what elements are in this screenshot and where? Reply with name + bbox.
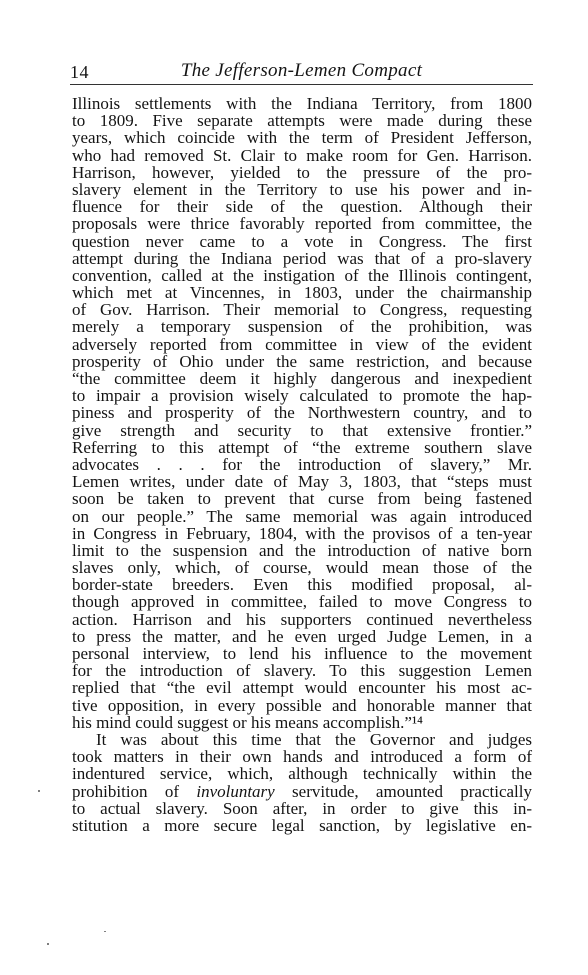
text-line: to press the matter, and he even urged Judge Lemen, in a bbox=[72, 626, 532, 646]
text-line: of Gov. Harrison. Their memorial to Congress, requesting bbox=[72, 300, 532, 320]
text-line: border-state breeders. Even this modified proposal, al- bbox=[72, 575, 532, 595]
print-speck bbox=[104, 931, 106, 932]
text-line: adversely reported from committee in view of the evident bbox=[72, 334, 532, 354]
text-line: “the committee deem it highly dangerous and inexpedient bbox=[72, 369, 532, 388]
text-line: his mind could suggest or his means accomplish.”¹⁴ bbox=[72, 712, 423, 732]
text-line: though approved in committee, failed to move Congress to bbox=[72, 592, 532, 612]
text-line: stitution a more secure legal sanction, by legislative en- bbox=[72, 815, 532, 835]
text-line: soon be taken to prevent that curse from being fastened bbox=[72, 489, 532, 509]
text-fragment: servitude, amounted practically bbox=[292, 781, 533, 801]
text-line: who had removed St. Clair to make room for Gen. Harrison. bbox=[72, 145, 532, 165]
text-line: convention, called at the instigation of the Illinois contingent, bbox=[72, 265, 532, 285]
text-line: piness and prosperity of the Northwestern country, and to bbox=[72, 403, 532, 423]
text-line: prosperity of Ohio under the same restriction, and because bbox=[72, 351, 532, 371]
text-line-mixed bbox=[72, 783, 532, 800]
text-line: question never came to a vote in Congress. The first bbox=[72, 231, 532, 251]
text-line: Harrison, however, yielded to the pressure of the pro- bbox=[72, 162, 532, 182]
text-line: Illinois settlements with the Indiana Territory, from 1800 bbox=[72, 94, 532, 113]
running-title: The Jefferson-Lemen Compact bbox=[180, 60, 423, 81]
text-fragment: prohibition of bbox=[72, 781, 180, 801]
print-speck bbox=[38, 790, 40, 792]
header-rule bbox=[70, 84, 533, 85]
text-line: Referring to this attempt of “the extreme southern slave bbox=[72, 437, 532, 457]
text-line: fluence for their side of the question. Although their bbox=[72, 197, 532, 217]
text-line: slavery element in the Territory to use his power and in- bbox=[72, 179, 532, 199]
print-speck bbox=[47, 943, 49, 945]
text-line: merely a temporary suspension of the prohibition, was bbox=[72, 317, 532, 337]
text-line: Lemen writes, under date of May 3, 1803, that “steps must bbox=[72, 472, 532, 492]
text-line: to impair a provision wisely calculated to promote the hap- bbox=[72, 386, 532, 406]
text-line: give strength and security to that extensive frontier.” bbox=[72, 420, 532, 440]
text-line: to actual slavery. Soon after, in order to give this in- bbox=[72, 798, 532, 818]
running-head bbox=[70, 60, 533, 84]
page-number: 14 bbox=[70, 62, 89, 82]
text-line: slaves only, which, of course, would mean those of the bbox=[72, 558, 532, 578]
text-line: for the introduction of slavery. To this suggestion Lemen bbox=[72, 661, 532, 681]
text-line: limit to the suspension and the introduction of native born bbox=[72, 540, 532, 560]
body-text bbox=[72, 95, 532, 834]
text-line: years, which coincide with the term of President Jefferson, bbox=[72, 128, 532, 148]
text-line: in Congress in February, 1804, with the provisos of a ten-year bbox=[72, 523, 532, 543]
text-line: tive opposition, in every possible and honorable manner that bbox=[72, 695, 532, 715]
text-line: took matters in their own hands and introduced a form of bbox=[72, 747, 532, 767]
text-line: It was about this time that the Governor and judges bbox=[96, 729, 532, 749]
text-line: advocates . . . for the introduction of slavery,” Mr. bbox=[72, 454, 532, 474]
italic-word: involuntary bbox=[196, 781, 275, 801]
text-line: which met at Vincennes, in 1803, under the chairmanship bbox=[72, 283, 532, 303]
text-line: on our people.” The same memorial was again introduced bbox=[72, 506, 532, 526]
text-line: to 1809. Five separate attempts were made during these bbox=[72, 111, 532, 131]
text-line: proposals were thrice favorably reported from committee, the bbox=[72, 214, 532, 234]
text-line: personal interview, to lend his influence to the movement bbox=[72, 644, 532, 663]
text-line: action. Harrison and his supporters continued nevertheless bbox=[72, 609, 532, 629]
text-line: replied that “the evil attempt would encounter his most ac- bbox=[72, 678, 532, 698]
text-line: attempt during the Indiana period was that of a pro-slavery bbox=[72, 248, 532, 268]
text-line: indentured service, which, although technically within the bbox=[72, 764, 532, 784]
